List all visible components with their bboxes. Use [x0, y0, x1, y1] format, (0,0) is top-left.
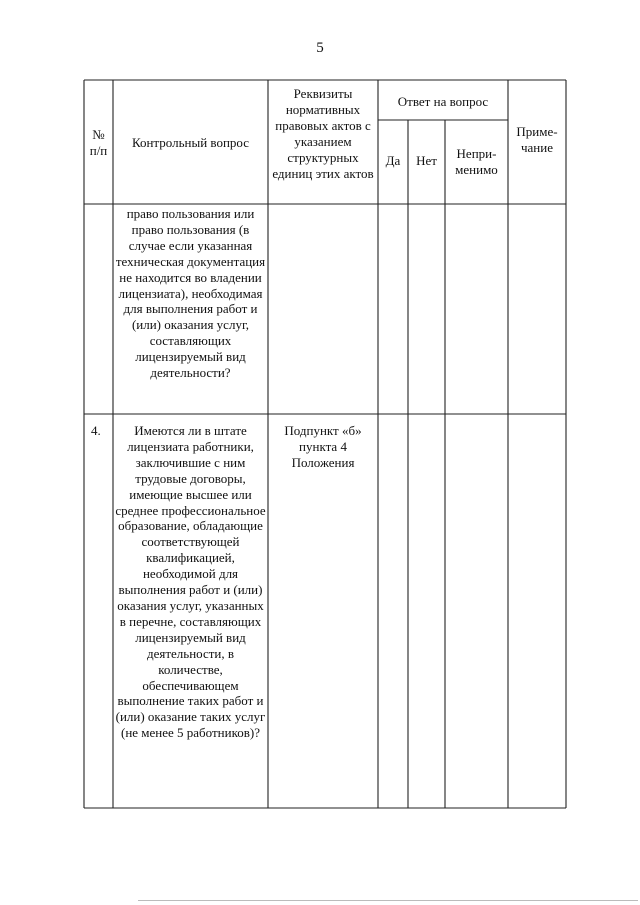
header-no: Нет	[416, 153, 437, 168]
scan-edge-line	[138, 900, 638, 901]
row-2-question: Имеются ли в штате лицензиата работники, заключившие с ним трудовые договоры, имеющие высшее или среднее профессиональное образование, обладающие соответствующей квалификацией, необходимой для выполнения работ и (или) оказания услуг, указанных в перечне, составляющих лицензируемый вид деятельности, в количестве, обеспечивающем выполнение таких работ и (или) оказание таких услуг (не менее 5 работников)?	[115, 423, 266, 741]
header-not-applicable: Непри-менимо	[455, 146, 498, 177]
header-yes: Да	[385, 153, 401, 168]
header-question: Контрольный вопрос	[131, 135, 250, 150]
header-requisites: Реквизиты нормативных правовых актов с указанием структурных единиц этих актов	[272, 86, 374, 181]
row-2-num: 4.	[91, 423, 101, 438]
header-note: Приме-чание	[516, 124, 558, 155]
header-num: № п/п	[89, 127, 108, 158]
header-answer: Ответ на вопрос	[397, 94, 489, 109]
row-1-question: право пользования или право пользования (в случае если указанная техническая документация не находится во владении лицензиата), необходимая для выполнения работ и (или) оказания услуг, составляющих лицензируемый вид деятельности?	[115, 206, 266, 381]
page-number: 5	[316, 40, 324, 56]
row-2-requisites: Подпункт «б» пункта 4 Положения	[284, 423, 362, 470]
